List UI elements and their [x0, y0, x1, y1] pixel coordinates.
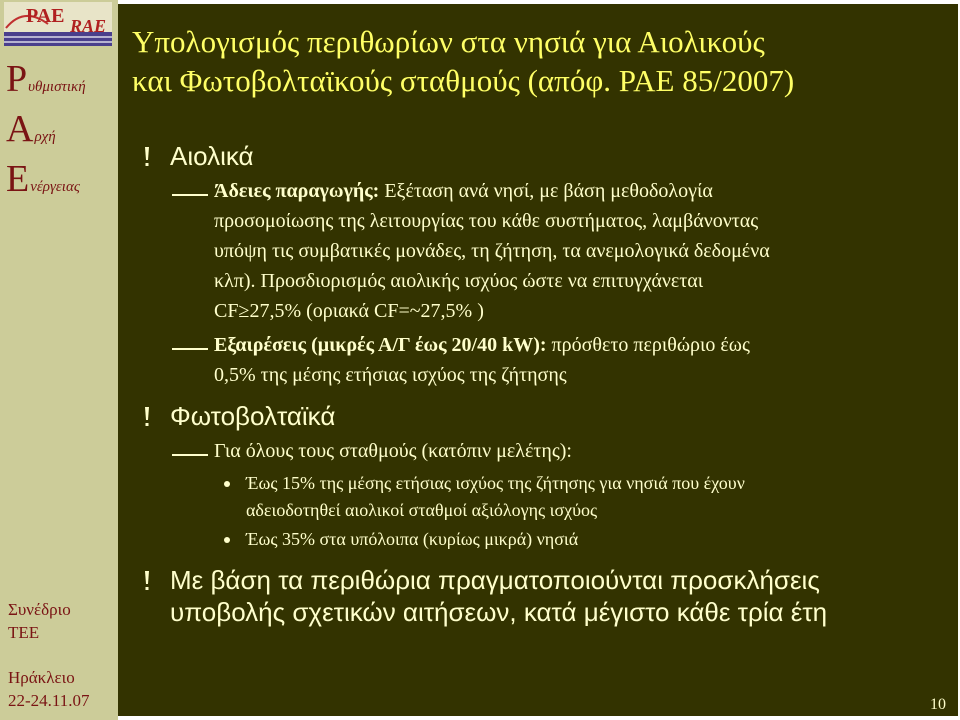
org-word-3: νέργειας [30, 179, 80, 195]
dot-bullet-icon [224, 481, 230, 487]
exclamation-bullet-icon [140, 570, 154, 592]
dash-bullet-icon [172, 454, 208, 456]
pv-bullet-2: Έως 35% στα υπόλοιπα (κυρίως μικρά) νησιά [246, 529, 579, 549]
org-name-row-1 [6, 60, 86, 110]
dash-bullet-icon [172, 348, 208, 350]
org-name-row-3 [6, 160, 86, 210]
wind-permits-text-1: Εξέταση ανά νησί, με βάση μεθοδολογία [379, 180, 713, 202]
pv-bullet-1-line-1: Έως 15% της μέσης ετήσιας ισχύος της ζήτησης για νησιά που έχουν [246, 473, 745, 493]
wind-heading: Αιολικά [170, 141, 254, 171]
slide-title-line-2: και Φωτοβολταϊκούς σταθμούς (απόφ. ΡΑΕ 85/2007) [132, 63, 795, 98]
rae-logo-graphic [4, 2, 112, 46]
wind-permits-line-3: υπόψη τις συμβατικές μονάδες, τη ζήτηση, τα ανεμολογικά δεδομένα [214, 240, 770, 262]
conference-line-1: Συνέδριο [8, 600, 71, 619]
slide-panel [118, 4, 958, 716]
slide-title-line-1: Υπολογισμός περιθωρίων στα νησιά για Αιολικούς [132, 24, 765, 59]
org-initial-2: Α [6, 108, 34, 150]
slide-content [118, 4, 958, 716]
pv-all-stations: Για όλους τους σταθμούς (κατόπιν μελέτης): [214, 440, 572, 462]
conference-line-3: Ηράκλειο [8, 668, 75, 687]
org-name [6, 60, 86, 210]
org-word-1: υθμιστική [28, 79, 86, 95]
wind-exceptions-label: Εξαιρέσεις (μικρές Α/Γ έως 20/40 kW): [214, 334, 547, 356]
final-line-2: υποβολής σχετικών αιτήσεων, κατά μέγιστο κάθε τρία έτη [170, 597, 828, 627]
final-line-1: Με βάση τα περιθώρια πραγματοποιούνται προσκλήσεις [170, 565, 820, 595]
pv-bullet-1-line-2: αδειοδοτηθεί αιολικοί σταθμοί αξιόλογης ισχύος [246, 500, 598, 520]
org-word-2: ρχή [34, 129, 56, 145]
page-number: 10 [930, 696, 946, 713]
dash-bullet-icon [172, 194, 208, 196]
exclamation-bullet-icon [140, 146, 154, 168]
wind-exceptions-line-2: 0,5% της μέσης ετήσιας ισχύος της ζήτησης [214, 364, 567, 386]
conference-line-2: ΤΕΕ [8, 623, 40, 642]
dot-bullet-icon [224, 537, 230, 543]
wind-permits-line-1 [214, 176, 713, 206]
rae-logo [4, 2, 112, 46]
conference-line-4: 22-24.11.07 [8, 691, 90, 710]
wind-permits-line-5: CF≥27,5% (οριακά CF=~27,5% ) [214, 300, 484, 322]
wind-exceptions-text-1: πρόσθετο περιθώριο έως [546, 334, 750, 356]
exclamation-bullet-icon [140, 406, 154, 428]
org-name-row-2 [6, 110, 86, 160]
conference-info [8, 598, 116, 712]
wind-permits-label: Άδειες παραγωγής: [214, 180, 380, 202]
org-initial-3: Ε [6, 158, 30, 200]
wind-permits-line-4: κλπ). Προσδιορισμός αιολικής ισχύος ώστε να επιτυγχάνεται [214, 270, 704, 292]
wind-permits-line-2: προσομοίωσης της λειτουργίας του κάθε συστήματος, λαμβάνοντας [214, 210, 759, 232]
pv-heading: Φωτοβολταϊκά [170, 401, 336, 431]
org-initial-1: Ρ [6, 58, 28, 100]
wind-exceptions-line-1 [214, 330, 750, 360]
sidebar [0, 0, 118, 720]
logo-text-pae: PAE [26, 5, 65, 27]
logo-text-rae: RAE [70, 16, 107, 36]
